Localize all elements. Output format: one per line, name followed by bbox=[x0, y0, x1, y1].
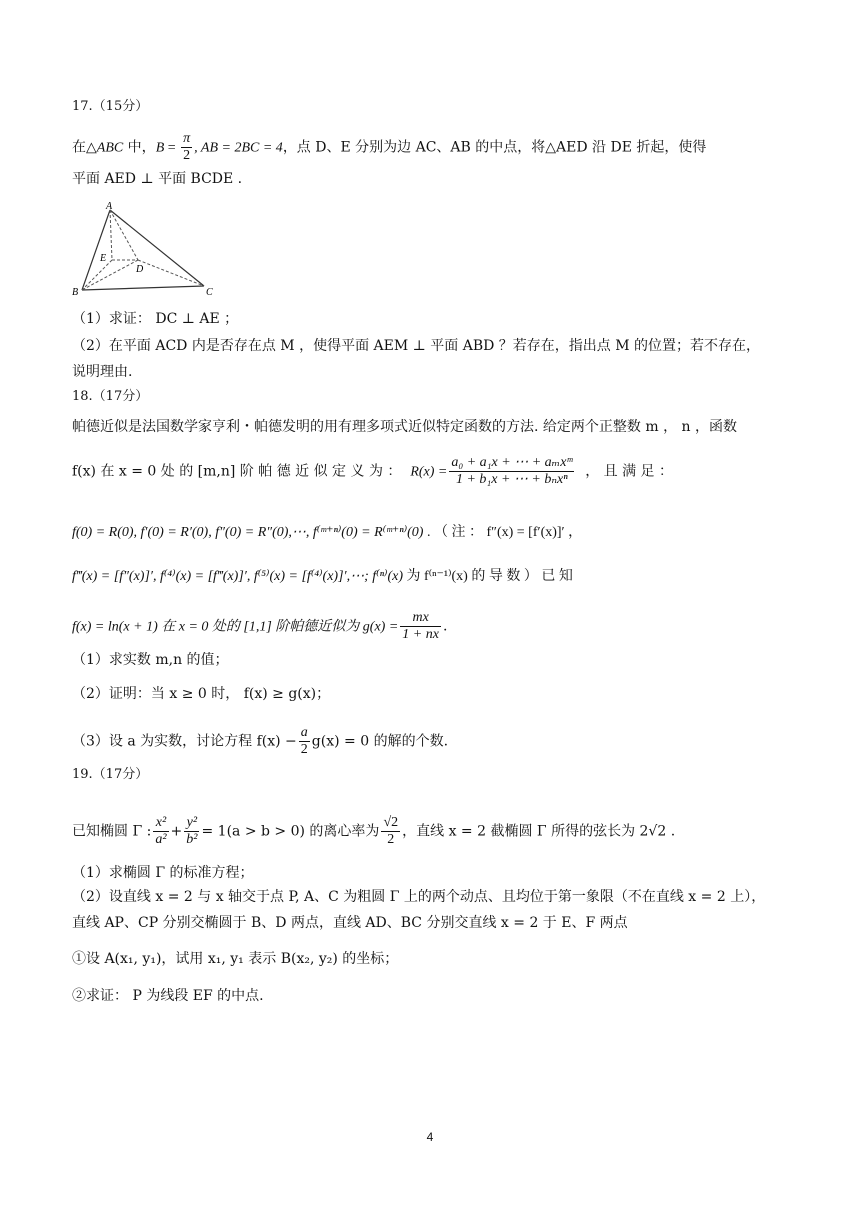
q18-part2: （2）证明：当 x ≥ 0 时， f(x) ≥ g(x)； bbox=[72, 686, 331, 702]
plus: + bbox=[170, 823, 183, 840]
q19-part1: （1）求椭圆 Γ 的标准方程； bbox=[72, 865, 254, 881]
edge-eb bbox=[82, 260, 112, 290]
q18-intro: 帕德近似是法国数学家亨利・帕德发明的用有理多项式近似特定函数的方法. 给定两个正整数 m ， n ，函数 bbox=[72, 419, 737, 435]
denominator: 2 bbox=[300, 742, 308, 757]
numerator: y² bbox=[184, 815, 199, 832]
text: 已知椭圆 Γ : bbox=[72, 823, 152, 840]
q19-part2-line2: 直线 AP、CP 分别交椭圆于 B、D 两点，直线 AD、BC 分别交直线 x = 2 于 E、F 两点 bbox=[72, 915, 628, 931]
numerator: a bbox=[300, 725, 308, 740]
q19-header: 19.（17分） bbox=[72, 767, 149, 782]
q19-statement bbox=[72, 815, 675, 848]
math: , AB = 2BC = 4 bbox=[194, 140, 283, 156]
label-e: E bbox=[100, 253, 107, 264]
label-d: D bbox=[136, 264, 144, 275]
q17-part2-line2: 说明理由. bbox=[72, 364, 133, 380]
edge-ad bbox=[110, 210, 138, 260]
edge-dc bbox=[138, 260, 204, 286]
denominator: 1 + b₁x + ⋯ + bₙxⁿ bbox=[455, 472, 568, 487]
fraction bbox=[299, 725, 310, 758]
denominator: 1 + nx bbox=[402, 627, 439, 642]
edge-bc bbox=[82, 286, 204, 290]
page-number: 4 bbox=[426, 1130, 434, 1144]
denominator: b² bbox=[186, 832, 198, 847]
text: f(x) 在 x = 0 处 的 [m,n] 阶 帕 德 近 似 定 义 为 ： bbox=[72, 463, 402, 480]
numerator: x² bbox=[153, 815, 168, 832]
label-c: C bbox=[206, 287, 213, 296]
denominator: 2 bbox=[183, 148, 191, 163]
edge-ab bbox=[82, 210, 110, 290]
q17-statement-line2: 平面 AED ⊥ 平面 BCDE . bbox=[72, 171, 243, 187]
text: . bbox=[442, 618, 448, 635]
q17-header: 17.（15分） bbox=[72, 99, 149, 114]
fraction bbox=[181, 131, 192, 164]
q17-part1: （1）求证： DC ⊥ AE ； bbox=[72, 311, 239, 327]
text: 为 f⁽ⁿ⁻¹⁾(x) 的 导 数 ） 已 知 bbox=[402, 569, 573, 584]
numerator: √2 bbox=[383, 815, 399, 830]
denominator: a² bbox=[155, 832, 167, 847]
fraction bbox=[400, 610, 441, 643]
q18-header: 18.（17分） bbox=[72, 389, 149, 404]
text: 在△ bbox=[72, 139, 97, 156]
q17-statement-line1 bbox=[72, 131, 706, 164]
math: f(0) = R(0), f′(0) = R′(0), f″(0) = R″(0),⋯, f⁽ᵐ⁺ⁿ⁾(0) = R⁽ᵐ⁺ⁿ⁾(0) bbox=[72, 525, 424, 540]
q17-part2-line1: （2）在平面 ACD 内是否存在点 M ，使得平面 AEM ⊥ 平面 ABD ？若存在，指出点 M 的位置；若不存在， bbox=[72, 338, 761, 354]
q19-sub2: ②求证： P 为线段 EF 的中点. bbox=[72, 988, 264, 1004]
q18-part1: （1）求实数 m,n 的值； bbox=[72, 652, 229, 668]
text: ，点 D、E 分别为边 AC、AB 的中点，将△AED 沿 DE 折起，使得 bbox=[282, 139, 707, 156]
numerator: a₀ + a₁x + ⋯ + aₘxᵐ bbox=[451, 455, 573, 470]
text: g(x) = 0 的解的个数. bbox=[311, 733, 449, 750]
fraction bbox=[153, 815, 168, 848]
tetrahedron-figure bbox=[72, 200, 222, 296]
math: B bbox=[155, 140, 165, 156]
edge-ac bbox=[110, 210, 204, 286]
q18-part3 bbox=[72, 725, 448, 758]
fraction bbox=[381, 815, 400, 848]
numerator: π bbox=[183, 131, 191, 146]
fraction bbox=[449, 455, 574, 488]
denominator: 2 bbox=[387, 832, 395, 847]
math: R(x) = bbox=[410, 464, 448, 480]
math: f(x) = ln(x + 1) 在 x = 0 处的 [1,1] 阶帕德近似为 g(x) = bbox=[72, 619, 399, 635]
fraction bbox=[184, 815, 199, 848]
text: 中， bbox=[123, 139, 156, 156]
label-a: A bbox=[106, 201, 113, 212]
text: ， 且 满 足 ： bbox=[585, 463, 674, 480]
q18-conditions-line bbox=[72, 522, 582, 544]
text: ，直线 x = 2 截椭圆 Γ 所得的弦长为 2√2 . bbox=[402, 823, 676, 840]
q19-part2-line1: （2）设直线 x = 2 与 x 轴交于点 P, A、C 为粗圆 Γ 上的两个动点、且均位于第一象限（不在直线 x = 2 上）， bbox=[72, 889, 766, 905]
edge-ae bbox=[110, 210, 112, 260]
label-b: B bbox=[72, 287, 79, 296]
math: f‴(x) = [f″(x)]′, f⁽⁴⁾(x) = [f‴(x)]′, f⁽⁵⁾(x) = [f⁽⁴⁾(x)]′,⋯; f⁽ⁿ⁾(x) bbox=[72, 569, 403, 584]
text: （3）设 a 为实数，讨论方程 f(x) − bbox=[72, 733, 297, 750]
q18-given-line bbox=[72, 610, 447, 643]
text: = 1(a > b > 0) 的离心率为 bbox=[201, 823, 380, 840]
text: . （ 注 ： f″(x) = [f′(x)]′ ， bbox=[426, 525, 583, 540]
math: = bbox=[164, 140, 180, 156]
q18-note-line bbox=[72, 566, 573, 588]
math: ABC bbox=[96, 140, 124, 156]
numerator: mx bbox=[400, 610, 441, 627]
q19-sub1: ①设 A(x₁, y₁)，试用 x₁, y₁ 表示 B(x₂, y₂) 的坐标； bbox=[72, 951, 399, 967]
q18-definition-line bbox=[72, 455, 673, 488]
